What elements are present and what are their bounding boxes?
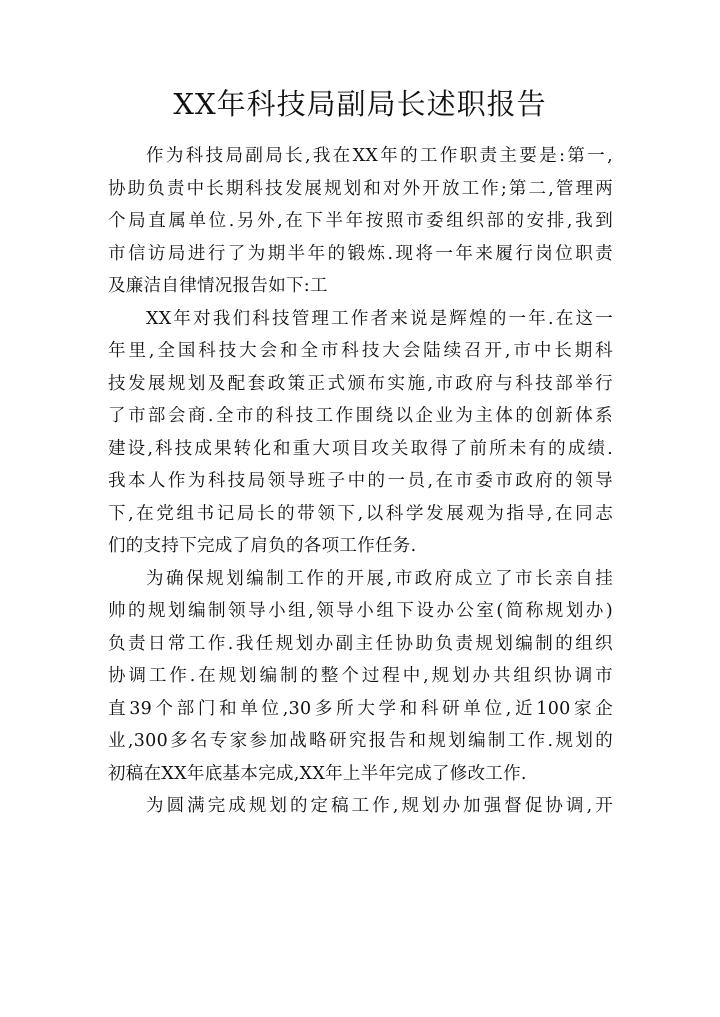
paragraph-1 — [108, 140, 613, 303]
text-line: 们的支持下完成了肩负的各项工作任务. — [108, 536, 417, 556]
text-line: 为圆满完成规划的定稿工作,规划办加强督促协调,开 — [146, 796, 613, 816]
text-line: 协调工作.在规划编制的整个过程中,规划办共组织协调市 — [108, 666, 613, 686]
text-line: 协助负责中长期科技发展规划和对外开放工作;第二,管理两 — [108, 178, 613, 199]
text-line: 我本人作为科技局领导班子中的一员,在市委市政府的领导 — [108, 471, 613, 491]
text-line: 个局直属单位.另外,在下半年按照市委组织部的安排,我到 — [108, 211, 613, 231]
document-body — [108, 140, 613, 823]
text-line: 作为科技局副局长,我在XX年的工作职责主要是:第一, — [146, 146, 613, 166]
text-line: XX年对我们科技管理工作者来说是辉煌的一年.在这一 — [146, 308, 613, 329]
text-line: 直39个部门和单位,30多所大学和科研单位,近100家企 — [108, 698, 613, 719]
text-line: 业,300多名专家参加战略研究报告和规划编制工作.规划的 — [108, 731, 613, 751]
text-line: 负责日常工作.我任规划办副主任协助负责规划编制的组织 — [108, 633, 613, 654]
text-line: 为确保规划编制工作的开展,市政府成立了市长亲自挂 — [146, 568, 613, 589]
paragraph-4 — [108, 790, 613, 823]
text-line: 市信访局进行了为期半年的锻炼.现将一年来履行岗位职责 — [108, 243, 613, 264]
text-line: 及廉洁自律情况报告如下:工 — [108, 276, 328, 296]
paragraph-3 — [108, 563, 613, 791]
paragraph-2 — [108, 303, 613, 563]
text-line: 年里,全国科技大会和全市科技大会陆续召开,市中长期科 — [108, 341, 613, 361]
text-line: 初稿在XX年底基本完成,XX年上半年完成了修改工作. — [108, 763, 527, 784]
text-line: 建设,科技成果转化和重大项目攻关取得了前所未有的成绩. — [108, 438, 613, 459]
text-line: 帅的规划编制领导小组,领导小组下设办公室(简称规划办) — [108, 601, 613, 621]
text-line: 技发展规划及配套政策正式颁布实施,市政府与科技部举行 — [108, 373, 613, 394]
document-title: XX年科技局副局长述职报告 — [173, 87, 547, 121]
text-line: 下,在党组书记局长的带领下,以科学发展观为指导,在同志 — [108, 503, 613, 524]
text-line: 了市部会商.全市的科技工作围绕以企业为主体的创新体系 — [108, 406, 613, 426]
